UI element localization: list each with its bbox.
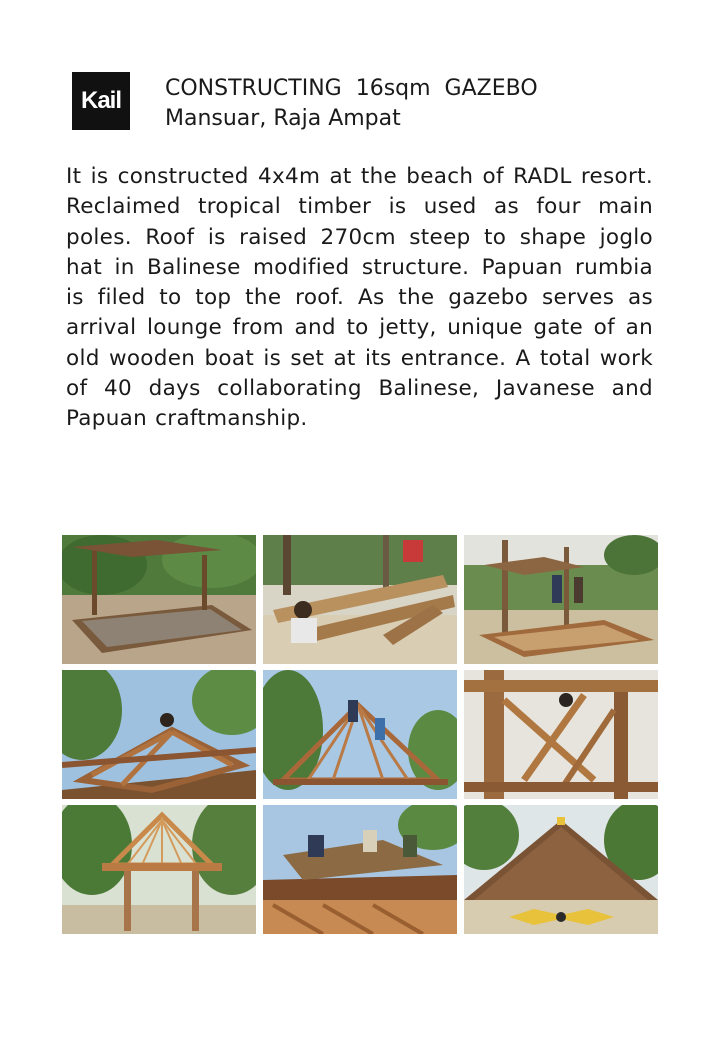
- title-location: Mansuar, Raja Ampat: [165, 106, 401, 131]
- roof-joints-closeup-photo: [464, 670, 658, 799]
- finished-thatch-roof-photo: [464, 805, 658, 934]
- photo-grid: [62, 535, 658, 935]
- description-paragraph: It is constructed 4x4m at the beach of RADL resort. Reclaimed tropical timber is used as four main poles. Roof is raised 270cm steep to shape joglo hat in Balinese modified structure. Papuan rumbia is filed to top the roof. As the gazebo serves as arrival lounge from and to jetty, unique gate of an old wooden boat is set at its entrance. A total work of 40 days collaborating Balinese, Javanese and Papuan craftmanship.: [66, 164, 653, 432]
- kail-logo: [72, 72, 130, 130]
- logo-text: Kail: [80, 87, 121, 114]
- page-title: [165, 74, 538, 134]
- raising-poles-photo: [464, 535, 658, 664]
- timber-poles-carving-photo: [263, 535, 457, 664]
- roof-rafters-photo: [263, 670, 457, 799]
- foundation-frame-photo: [62, 535, 256, 664]
- thatching-roof-photo: [263, 805, 457, 934]
- gazebo-gable-photo: [62, 805, 256, 934]
- title-main: CONSTRUCTING 16sqm GAZEBO: [165, 76, 538, 101]
- roof-framing-photo: [62, 670, 256, 799]
